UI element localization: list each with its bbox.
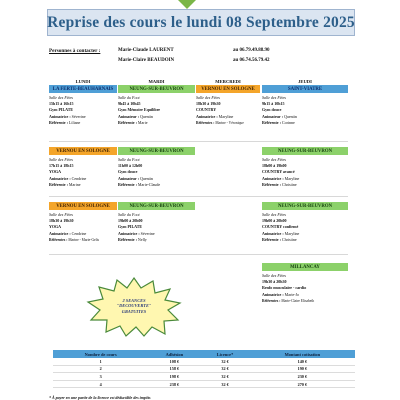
venue: Salle du Foot (118, 212, 140, 217)
promo-line-1: 2 SEANCES (122, 298, 146, 303)
venue: Salle des Fêtes (262, 273, 286, 278)
day-header-monday: LUNDI (75, 79, 91, 84)
ref-name: Nelly (137, 236, 147, 242)
course: Gym douce (262, 107, 282, 113)
anim-label: Animatrice : (49, 175, 71, 181)
ref-label: Référente : (118, 236, 137, 242)
time: 19h00 à 20h00 (262, 218, 287, 224)
time: 19h30 à 20h30 (262, 279, 287, 285)
anim-label: Animateur : (262, 113, 283, 119)
cell: 230 € (250, 373, 355, 381)
anim-name: Quentin (139, 175, 153, 181)
header-licence: Licence* (200, 350, 249, 358)
ref-name: Marie (137, 119, 148, 125)
course: YOGA (49, 224, 61, 230)
venue: Salle des Fêtes (49, 95, 73, 100)
location-jeudi-3: NEUNG-SUR-BEUVRON (262, 202, 348, 210)
time: 19h00 à 20h00 (118, 218, 143, 224)
time: 18h30 à 19h30 (196, 101, 221, 107)
anim-name: Quentin (283, 113, 297, 119)
cell: 140 € (250, 358, 355, 365)
header-adhesion: Adhésion (148, 350, 200, 358)
title-banner (47, 9, 355, 36)
ref-label: Référente : (262, 236, 281, 242)
anim-name: Cendrine (71, 175, 87, 181)
class-card-jeudi-1 (262, 95, 348, 126)
cell: 4 (53, 380, 148, 388)
anim-name: Séverine (71, 113, 86, 119)
location-lundi-3: VERNOU EN SOLOGNE (49, 202, 117, 210)
ref-name: Marine - Marie-Gelis (68, 237, 100, 242)
course: Renfo musculaire - cardio (262, 285, 307, 291)
cell: 3 (53, 373, 148, 381)
location-lundi-2: VERNOU EN SOLOGNE (49, 147, 117, 155)
location-jeudi-1: SAINT-VIATRE (262, 85, 348, 93)
anim-name: Maryline (218, 113, 234, 119)
course: Gym PILATE (49, 107, 74, 113)
row-divider (49, 254, 348, 255)
anim-label: Animatrice : (262, 291, 284, 297)
table-row (53, 358, 355, 365)
ref-name: Marie-Claire Elisabeth (281, 298, 315, 303)
ref-name: Liliane (68, 119, 81, 125)
ref-label: Référente : (49, 181, 68, 187)
ref-label: Référentes : (196, 120, 215, 125)
location-mercredi-1: VERNOU EN SOLOGNE (196, 85, 260, 93)
anim-label: Animatrice : (49, 230, 71, 236)
cell: 108 € (148, 358, 200, 365)
ref-name: Christine (281, 236, 297, 242)
venue: Salle des Fêtes (49, 157, 73, 162)
ref-name: Marine - Véronique (215, 120, 244, 125)
contact-name-2: Marie-Claire BEAUDOIN (118, 58, 175, 63)
time: 15h15 à 16h15 (49, 101, 74, 107)
cell: 158 € (148, 365, 200, 373)
location-mardi-2: NEUNG-SUR-BEUVRON (118, 147, 195, 155)
class-card-lundi-1 (49, 95, 117, 126)
ref-label: Référente : (118, 119, 137, 125)
cell: 32 € (200, 358, 249, 365)
location-mardi-3: NEUNG-SUR-BEUVRON (118, 202, 195, 210)
cell: 198 € (148, 373, 200, 381)
ref-label: Référente : (118, 181, 137, 187)
venue: Salle des Fêtes (262, 95, 286, 100)
class-card-lundi-3 (49, 212, 117, 243)
promo-text (110, 298, 158, 314)
ref-label: Référentes : (262, 298, 281, 303)
header-nombre-cours: Nombre de cours (53, 350, 148, 358)
anim-label: Animatrice : (49, 113, 71, 119)
table-row (53, 365, 355, 373)
row-divider (49, 196, 348, 197)
contacts-label: Personnes à contacter : (49, 48, 101, 54)
cell: 270 € (250, 380, 355, 388)
location-mardi-1: NEUNG-SUR-BEUVRON (118, 85, 195, 93)
cell: 190 € (250, 365, 355, 373)
cell: 238 € (148, 380, 200, 388)
course: Gym PILATE (118, 224, 143, 230)
anim-name: Marie-Jo (284, 291, 300, 297)
table-row (53, 373, 355, 381)
course: Gym Mémoire Equilibre (118, 107, 161, 113)
time: 18h00 à 19h00 (262, 163, 287, 169)
course: COUNTRY confirmé (262, 224, 299, 230)
anim-name: Maryline (284, 230, 300, 236)
cell: 32 € (200, 365, 249, 373)
cell: 2 (53, 365, 148, 373)
ref-name: Marine (68, 181, 81, 187)
contact-name-1: Marie-Claude LAURENT (118, 48, 174, 53)
page-title: Reprise des cours le lundi 08 Septembre 2025 (47, 13, 355, 31)
anim-name: Quentin (139, 113, 153, 119)
ref-label: Référentes : (49, 237, 68, 242)
course: COUNTRY (196, 107, 217, 113)
location-lundi-1: LA FERTE-BEAUHARNAIS (49, 85, 117, 93)
time: 9h15 à 10h15 (262, 101, 285, 107)
venue: Salle des Fêtes (49, 212, 73, 217)
cell: 32 € (200, 373, 249, 381)
location-jeudi-4: MILLANCAY (262, 263, 348, 271)
row-divider (49, 141, 348, 142)
class-card-mardi-3 (118, 212, 195, 243)
day-header-tuesday: MARDI (148, 79, 165, 84)
course: COUNTRY avancé (262, 169, 295, 175)
anim-name: Cendrine (71, 230, 87, 236)
anim-name: Séverine (140, 230, 155, 236)
promo-line-3: GRATUITES (121, 308, 147, 314)
anim-label: Animateur : (118, 113, 139, 119)
ref-name: Christine (281, 181, 297, 187)
anim-label: Animatrice : (196, 113, 218, 119)
class-card-mercredi-1 (196, 95, 260, 126)
ref-label: Référente : (262, 119, 281, 125)
venue: Salle du Foot (118, 157, 140, 162)
anim-label: Animateur : (118, 175, 139, 181)
table-row (53, 380, 355, 388)
time: 18h30 à 19h30 (49, 218, 74, 224)
anim-label: Animatrice : (262, 175, 284, 181)
time: 11h00 à 12h00 (118, 163, 143, 169)
venue: Salle des Fêtes (262, 212, 286, 217)
ref-name: Corinne (281, 119, 295, 125)
class-card-jeudi-4 (262, 273, 348, 304)
anim-name: Maryline (284, 175, 300, 181)
cell: 32 € (200, 380, 249, 388)
course: Gym douce (118, 169, 138, 175)
logo-triangle (178, 0, 196, 9)
venue: Salle des Fêtes (196, 95, 220, 100)
day-header-thursday: JEUDI (298, 79, 312, 84)
class-card-jeudi-3 (262, 212, 348, 243)
footnote: * À payer en une partie de la licence est déductible des impôts (49, 395, 151, 400)
contact-phone-1: au 06.79.49.88.90 (233, 48, 270, 53)
contact-phone-2: au 06.74.56.79.42 (233, 58, 270, 63)
ref-label: Référente : (262, 181, 281, 187)
header-montant: Montant cotisation (250, 350, 355, 358)
course: YOGA (49, 169, 61, 175)
venue: Salle du Foot (118, 95, 140, 100)
pricing-table (53, 350, 355, 388)
cell: 1 (53, 358, 148, 365)
ref-label: Référente : (49, 119, 68, 125)
ref-name: Marie-Claude (137, 181, 161, 187)
promo-line-2: "DECOUVERTE" (116, 303, 152, 309)
anim-label: Animatrice : (262, 230, 284, 236)
pricing-header-row (53, 350, 355, 358)
class-card-mardi-1 (118, 95, 195, 126)
time: 17h15 à 18h15 (49, 163, 74, 169)
class-card-mardi-2 (118, 157, 195, 188)
location-jeudi-2: NEUNG-SUR-BEUVRON (262, 147, 348, 155)
class-card-lundi-2 (49, 157, 117, 188)
time: 9h45 à 10h45 (118, 101, 141, 107)
class-card-jeudi-2 (262, 157, 348, 188)
venue: Salle des Fêtes (262, 157, 286, 162)
anim-label: Animatrice : (118, 230, 140, 236)
day-header-wednesday: MERCREDI (215, 79, 241, 84)
